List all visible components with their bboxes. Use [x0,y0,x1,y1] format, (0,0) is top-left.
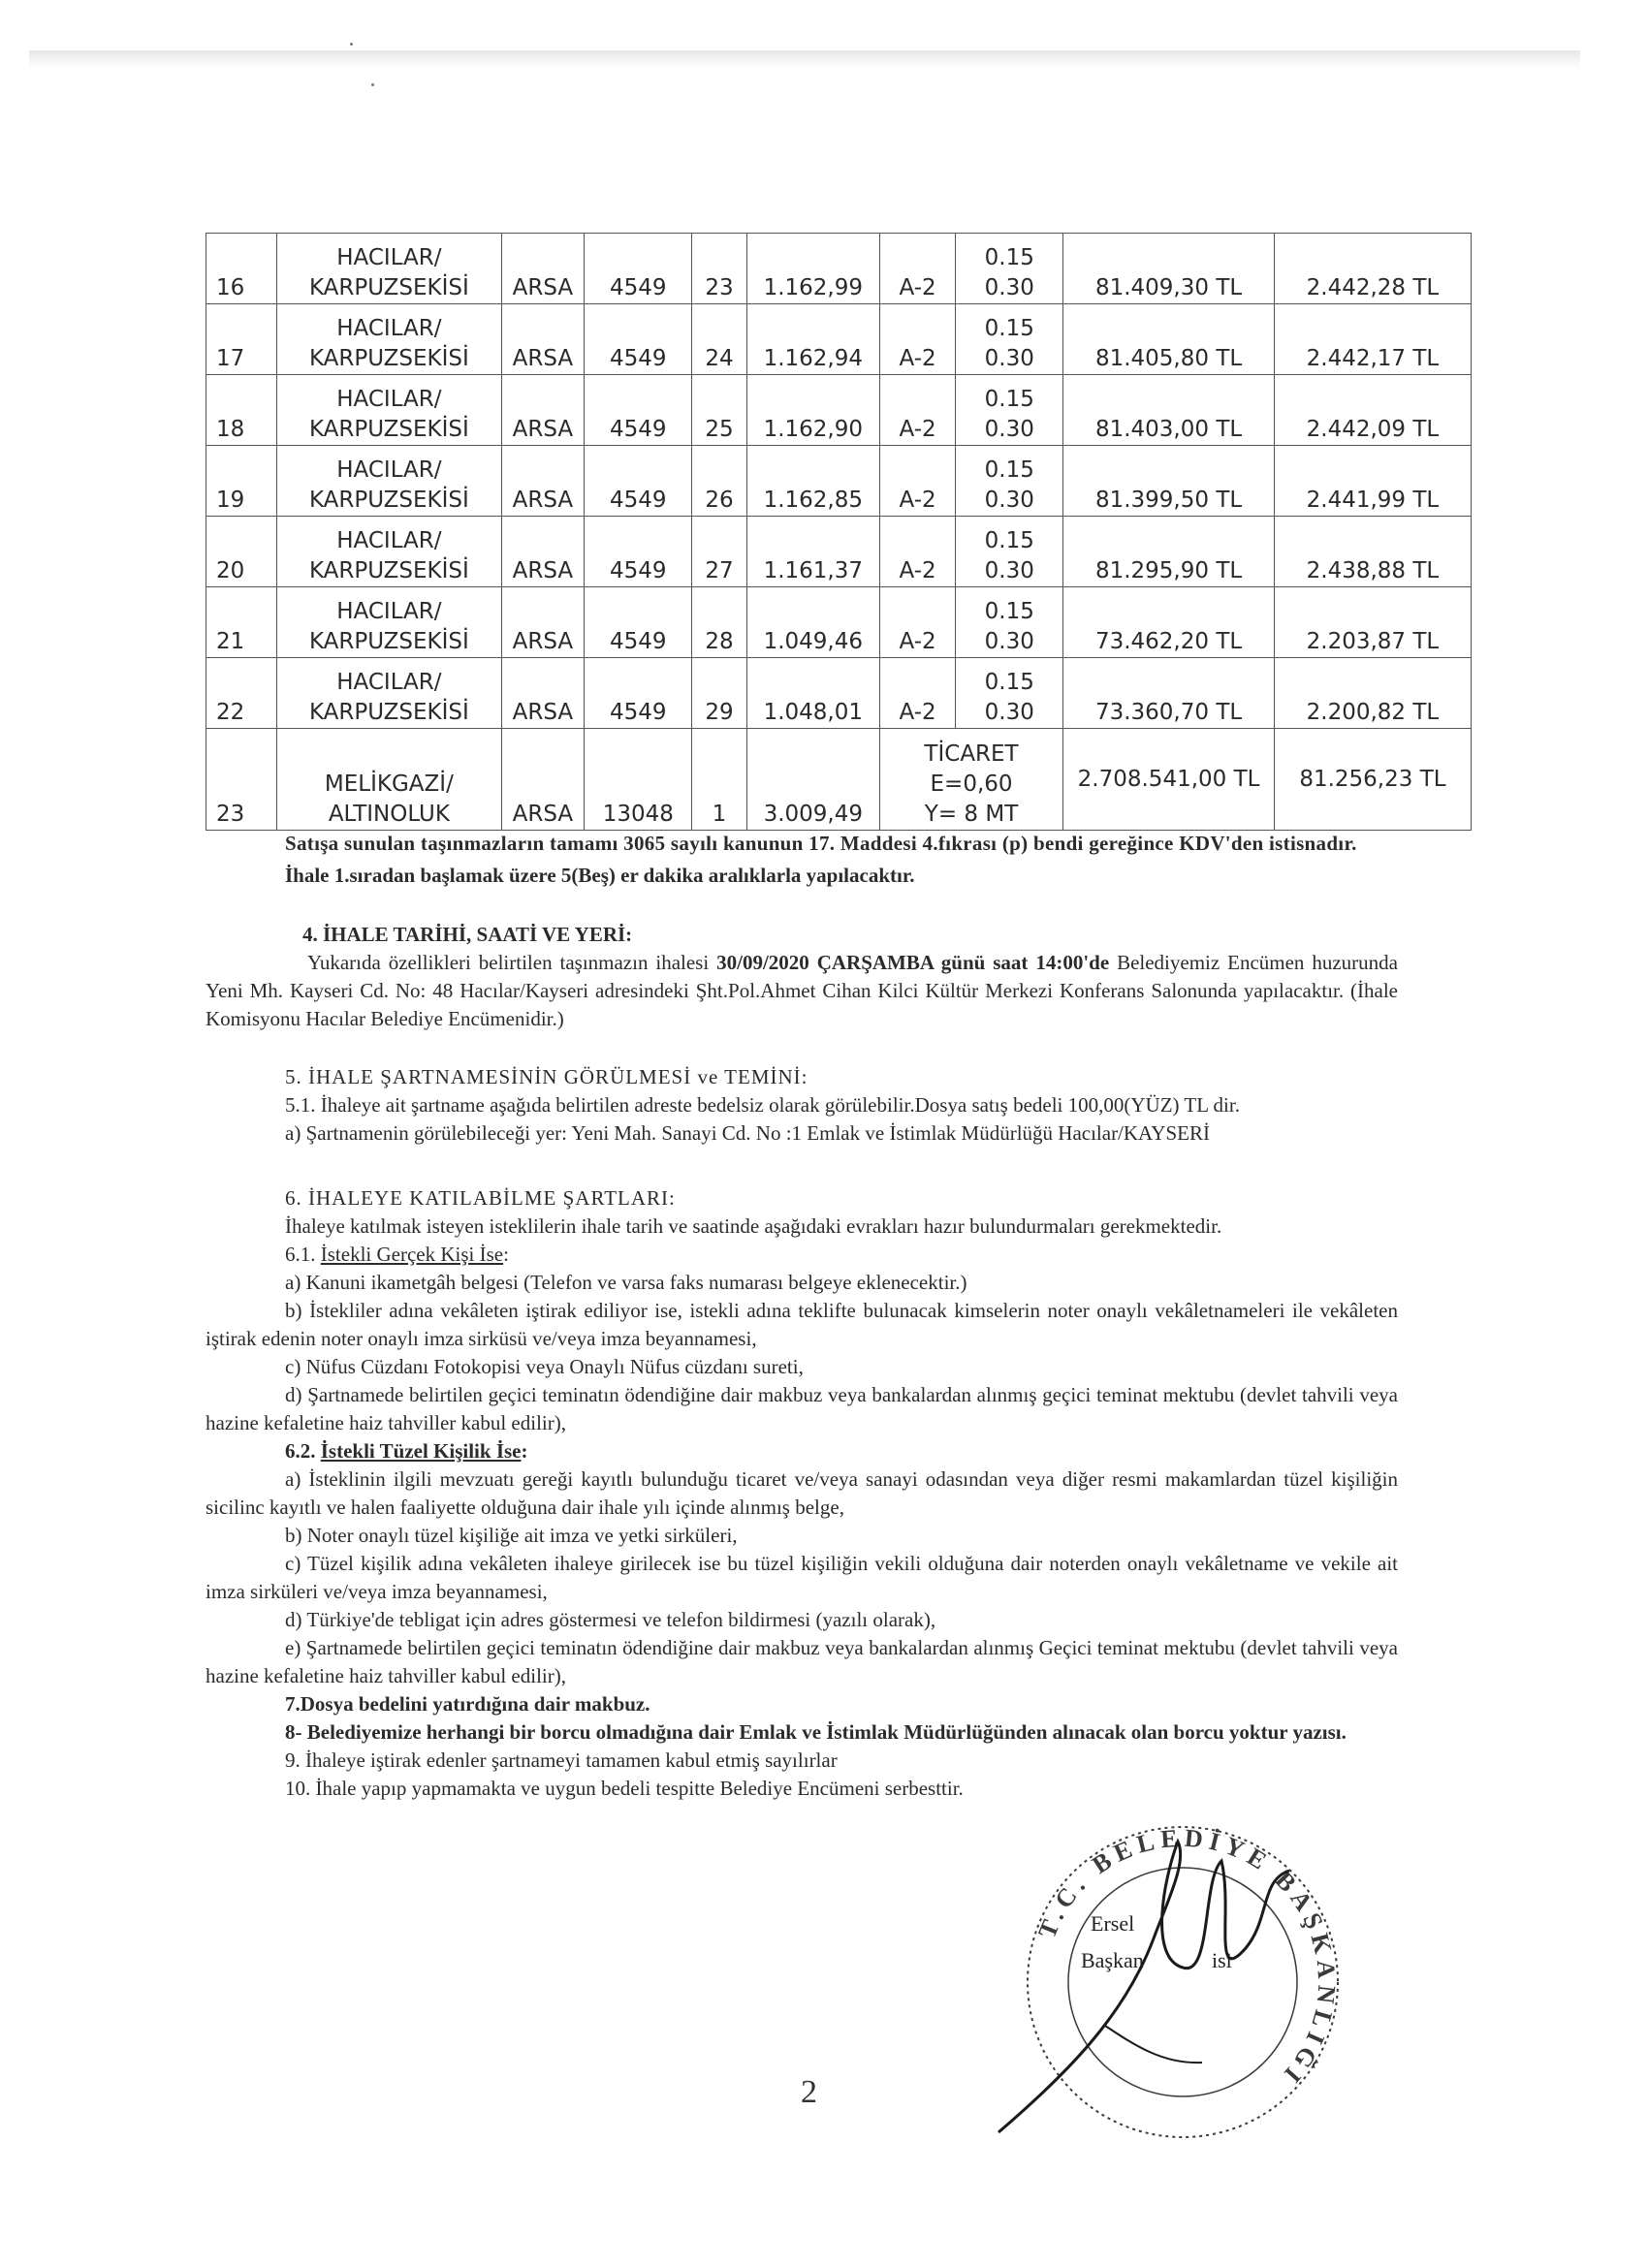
requirement-item: e) Şartnamede belirtilen geçici teminatın ödendiğine dair makbuz veya bankalardan alınmış Geçici teminat mektubu (devlet tahvili veya hazine kefaletine haiz tahviller kabul edilir), [206,1636,1398,1687]
zoning-ratio: E=0,60 [930,772,1013,797]
table-row [206,729,1472,831]
table-row [206,658,1472,729]
requirement-item: a) İsteklinin ilgili mevzuatı gereği kayıtlı bulunduğu ticaret ve/veya sanayi odasından veya diğer resmi makamlardan tüzel kişiliğin sicilinc kayıtlı ve halen faaliyette olduğuna dair ihale yılı içinde alınmış belge, [206,1467,1398,1519]
ratio-kaks: 0.30 [984,417,1034,442]
area-m2: 1.162,99 [746,234,879,304]
ada-number: 13048 [585,729,692,831]
table-body [206,234,1472,729]
zoning-class: A-2 [879,658,955,729]
section-6-2-title: İstekli Tüzel Kişilik İse [320,1439,522,1463]
vat-exemption-note: Satışa sunulan taşınmazların tamamı 3065 sayılı kanunun 17. Maddesi 4.fıkrası (p) bendi gereğince KDV'den istisnadır. [285,832,1357,855]
property-type: ARSA [501,446,585,517]
zoning-cell [879,729,1062,831]
ada-number: 4549 [585,517,692,587]
section-4-text-a: Yukarıda özellikleri belirtilen taşınmazın ihalesi [307,951,717,974]
zoning-class: A-2 [879,517,955,587]
section-6-intro: İhaleye katılmak isteyen isteklilerin ihale tarih ve saatinde aşağıdaki evrakları hazır bulundurmaları gerekmektedir. [285,1214,1222,1238]
parsel-number: 24 [692,304,747,375]
zoning-height: Y= 8 MT [924,802,1019,827]
section-6-2-list [206,1465,1398,1690]
ratio-kaks: 0.30 [984,558,1034,583]
parsel-number: 1 [692,729,747,831]
zoning-class: A-2 [879,587,955,658]
ratio-kaks: 0.30 [984,275,1034,300]
section-6-1-list [206,1269,1398,1437]
ratio-taks: 0.15 [984,387,1034,412]
zoning-class: A-2 [879,234,955,304]
location-neighbourhood: KARPUZSEKİSİ [308,629,469,654]
notes-block [206,830,1398,890]
location-cell [277,658,501,729]
signatory-title: Başkan [1081,1948,1144,1972]
ada-number: 4549 [585,446,692,517]
row-number: 21 [206,587,277,658]
location-cell [277,234,501,304]
estimated-price: 81.399,50 TL [1063,446,1275,517]
section-7: 7.Dosya bedelini yatırdığına dair makbuz. [285,1692,650,1716]
ada-number: 4549 [585,234,692,304]
location-cell [277,304,501,375]
location-neighbourhood: KARPUZSEKİSİ [308,558,469,583]
requirement-item: b) Noter onaylı tüzel kişiliğe ait imza ve yetki sirküleri, [285,1524,738,1547]
ratio-taks: 0.15 [984,457,1034,483]
row-number: 23 [206,729,277,831]
location-district: HACILAR/ [336,457,442,483]
area-m2: 1.161,37 [746,517,879,587]
section-6-2-number: 6.2. [285,1439,321,1463]
zoning-ratios [956,234,1063,304]
section-6-1-heading: 6.1. İstekli Gerçek Kişi İse: [285,1243,509,1266]
property-type: ARSA [501,517,585,587]
provisional-guarantee: 2.438,88 TL [1274,517,1471,587]
section-5 [206,1063,1398,1148]
ratio-taks: 0.15 [984,599,1034,624]
requirement-item: d) Türkiye'de tebligat için adres göstermesi ve telefon bildirmesi (yazılı olarak), [285,1608,936,1631]
location-district: HACILAR/ [336,528,442,553]
location-neighbourhood: ALTINOLUK [328,802,450,827]
official-seal-signature [979,1822,1386,2142]
location-district: MELİKGAZİ/ [324,772,454,797]
table-row [206,375,1472,446]
ratio-taks: 0.15 [984,316,1034,341]
estimated-price: 81.405,80 TL [1063,304,1275,375]
row-number: 16 [206,234,277,304]
location-district: HACILAR/ [336,245,442,270]
section-4-heading: 4. İHALE TARİHİ, SAATİ VE YERİ: [302,923,633,946]
provisional-guarantee: 2.442,17 TL [1274,304,1471,375]
table-row [206,446,1472,517]
ada-number: 4549 [585,658,692,729]
zoning-class: TİCARET [924,741,1019,767]
location-cell [277,517,501,587]
estimated-price: 2.708.541,00 TL [1063,729,1275,831]
section-10: 10. İhale yapıp yapmamakta ve uygun bedeli tespitte Belediye Encümeni serbesttir. [285,1777,964,1800]
property-type: ARSA [501,658,585,729]
section-9: 9. İhaleye iştirak edenler şartnameyi tamamen kabul etmiş sayılırlar [285,1748,838,1772]
requirement-item: d) Şartnamede belirtilen geçici teminatın ödendiğine dair makbuz veya bankalardan alınmış geçici teminat mektubu (devlet tahvili veya hazine kefaletine haiz tahviller kabul edilir), [206,1383,1398,1434]
requirement-item: c) Nüfus Cüzdanı Fotokopisi veya Onaylı Nüfus cüzdanı sureti, [285,1355,804,1378]
location-neighbourhood: KARPUZSEKİSİ [308,417,469,442]
area-m2: 1.048,01 [746,658,879,729]
section-8: 8- Belediyemize herhangi bir borcu olmadığına dair Emlak ve İstimlak Müdürlüğünden alınacak olan borcu yoktur yazısı. [285,1720,1347,1744]
scan-edge-shadow [29,50,1580,68]
ada-number: 4549 [585,304,692,375]
ratio-kaks: 0.30 [984,700,1034,725]
zoning-ratios [956,517,1063,587]
property-type: ARSA [501,587,585,658]
ratio-kaks: 0.30 [984,629,1034,654]
table-row [206,587,1472,658]
zoning-class: A-2 [879,375,955,446]
location-neighbourhood: KARPUZSEKİSİ [308,275,469,300]
row-number: 19 [206,446,277,517]
provisional-guarantee: 2.203,87 TL [1274,587,1471,658]
auction-order-note: İhale 1.sıradan başlamak üzere 5(Beş) er dakika aralıklarla yapılacaktır. [285,864,915,887]
ratio-taks: 0.15 [984,670,1034,695]
property-type: ARSA [501,375,585,446]
section-6 [206,1184,1398,1803]
ratio-kaks: 0.30 [984,346,1034,371]
table-row [206,304,1472,375]
zoning-class: A-2 [879,446,955,517]
table-row [206,517,1472,587]
location-cell [277,729,501,831]
zoning-ratios [956,375,1063,446]
location-district: HACILAR/ [336,387,442,412]
property-type: ARSA [501,304,585,375]
requirement-item: c) Tüzel kişilik adına vekâleten ihaleye girilecek ise bu tüzel kişiliğin vekili olduğuna dair noterden onaylı vekâletname ve vekile ait imza sirküleri ve/veya imza beyannamesi, [206,1552,1398,1603]
provisional-guarantee: 2.200,82 TL [1274,658,1471,729]
ada-number: 4549 [585,587,692,658]
area-m2: 3.009,49 [746,729,879,831]
location-district: HACILAR/ [336,316,442,341]
ratio-taks: 0.15 [984,245,1034,270]
estimated-price: 81.295,90 TL [1063,517,1275,587]
zoning-ratios [956,658,1063,729]
row-number: 18 [206,375,277,446]
property-type: ARSA [501,729,585,831]
ada-number: 4549 [585,375,692,446]
provisional-guarantee: 81.256,23 TL [1274,729,1471,831]
section-6-1-number: 6.1. [285,1243,321,1266]
zoning-ratios [956,304,1063,375]
signatory-name: Ersel [1091,1911,1135,1936]
location-district: HACILAR/ [336,599,442,624]
zoning-class: A-2 [879,304,955,375]
property-lots-table [206,233,1472,831]
parsel-number: 25 [692,375,747,446]
parsel-number: 28 [692,587,747,658]
parsel-number: 29 [692,658,747,729]
ratio-taks: 0.15 [984,528,1034,553]
estimated-price: 81.403,00 TL [1063,375,1275,446]
zoning-ratios [956,446,1063,517]
location-cell [277,587,501,658]
seal-ring-text: T.C. BELEDİYE BAŞKANLIĞI [1032,1823,1342,2093]
requirement-item: b) İstekliler adına vekâleten iştirak ediliyor ise, istekli adına teklifte bulunacak kimselerin noter onaylı vekâletnameleri ile vekâleten iştirak edenin noter onaylı imza sirküsü ve/veya imza beyannamesi, [206,1299,1398,1350]
section-6-1-title: İstekli Gerçek Kişi İse [320,1243,504,1266]
parsel-number: 26 [692,446,747,517]
auction-time: günü saat 14:00'de [933,951,1110,974]
area-m2: 1.162,85 [746,446,879,517]
location-neighbourhood: KARPUZSEKİSİ [308,346,469,371]
estimated-price: 81.409,30 TL [1063,234,1275,304]
area-m2: 1.162,94 [746,304,879,375]
provisional-guarantee: 2.442,28 TL [1274,234,1471,304]
location-neighbourhood: KARPUZSEKİSİ [308,700,469,725]
provisional-guarantee: 2.442,09 TL [1274,375,1471,446]
section-5-heading: 5. İHALE ŞARTNAMESİNİN GÖRÜLMESİ ve TEMİNİ: [285,1065,808,1088]
scan-speck [350,43,353,46]
section-4 [206,921,1398,1033]
section-4-text [206,949,1398,1033]
property-type: ARSA [501,234,585,304]
row-number: 22 [206,658,277,729]
section-4-text-c: Belediyemiz Encümen huzurunda Yeni Mh. Kayseri Cd. No: 48 Hacılar/Kayseri adresindeki Şht.Pol.Ahmet Cihan Kilci Kültür Merkezi Konferans Salonunda yapılacaktır. (İhale Komisyonu Hacılar Belediye Encümenidir.) [206,951,1398,1030]
row-number: 20 [206,517,277,587]
row-number: 17 [206,304,277,375]
parsel-number: 23 [692,234,747,304]
requirement-item: a) Kanuni ikametgâh belgesi (Telefon ve varsa faks numarası belgeye eklenecektir.) [285,1271,967,1294]
section-5-item-1: 5.1. İhaleye ait şartname aşağıda belirtilen adreste bedelsiz olarak görülebilir.Dosya satış bedeli 100,00(YÜZ) TL dir. [285,1093,1240,1117]
handwritten-signature [998,1842,1289,2132]
signature-flourish [1105,2026,1202,2063]
provisional-guarantee: 2.441,99 TL [1274,446,1471,517]
section-6-2-heading: 6.2. İstekli Tüzel Kişilik İse: [285,1439,528,1463]
location-neighbourhood: KARPUZSEKİSİ [308,488,469,513]
section-5-item-a: a) Şartnamenin görülebileceği yer: Yeni Mah. Sanayi Cd. No :1 Emlak ve İstimlak Müdürlüğü Hacılar/KAYSERİ [285,1121,1210,1145]
area-m2: 1.049,46 [746,587,879,658]
table-row [206,234,1472,304]
parsel-number: 27 [692,517,747,587]
signatory-title-suffix: isi [1212,1948,1232,1972]
ratio-kaks: 0.30 [984,488,1034,513]
location-district: HACILAR/ [336,670,442,695]
location-cell [277,375,501,446]
zoning-ratios [956,587,1063,658]
location-cell [277,446,501,517]
section-6-heading: 6. İHALEYE KATILABİLME ŞARTLARI: [285,1186,676,1210]
auction-date: 30/09/2020 ÇARŞAMBA [716,951,934,974]
scan-speck [371,83,374,86]
page-number: 2 [801,2074,817,2110]
estimated-price: 73.462,20 TL [1063,587,1275,658]
estimated-price: 73.360,70 TL [1063,658,1275,729]
area-m2: 1.162,90 [746,375,879,446]
